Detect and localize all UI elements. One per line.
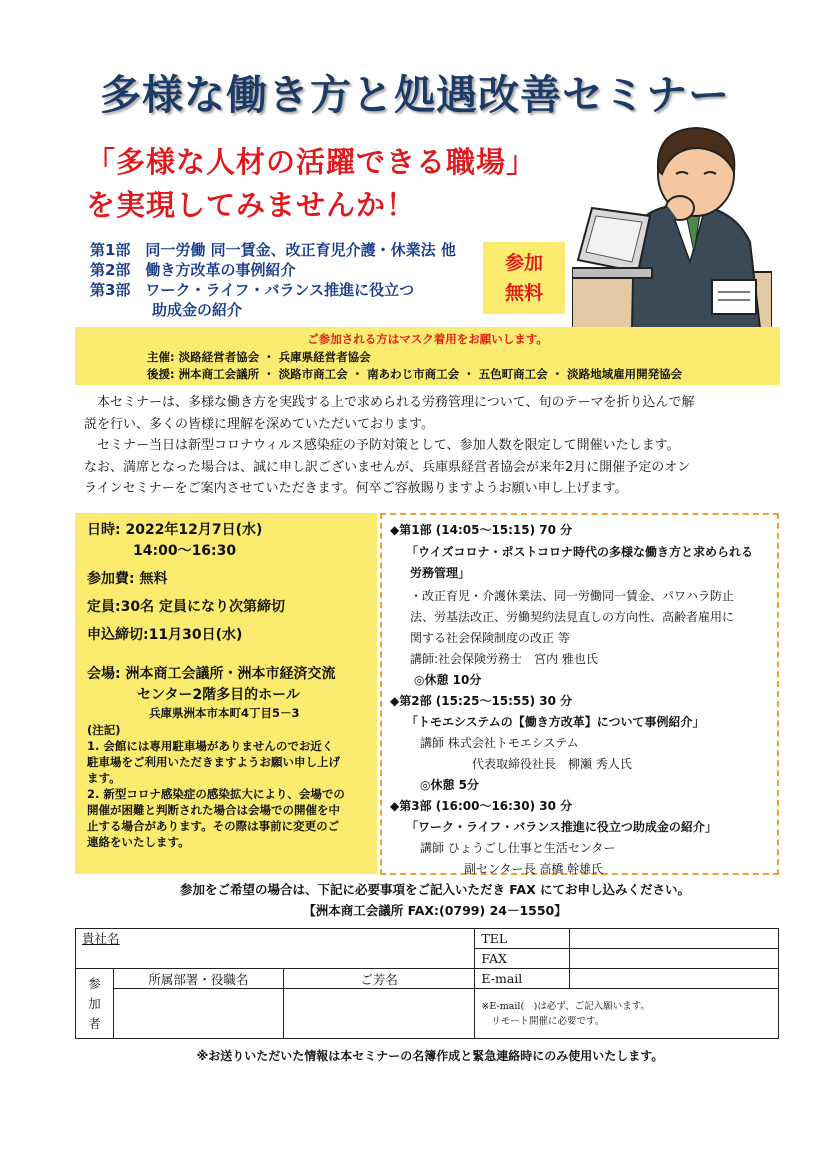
- part3-lecturer: 講師 ひょうごし仕事と生活センター: [420, 841, 616, 855]
- free-badge-line2: 無料: [504, 282, 543, 304]
- free-badge-line1: 参加: [504, 252, 543, 274]
- part-2: 第2部 働き方改革の事例紹介: [90, 261, 296, 279]
- fax-field[interactable]: [570, 949, 779, 969]
- name-field[interactable]: [283, 989, 475, 1039]
- apply-instruction: 参加をご希望の場合は、下記に必要事項をご記入いただき FAX にてお申し込みください。: [179, 882, 691, 897]
- note-line: 1. 会館には専用駐車場がありませんのでお近く: [87, 739, 334, 753]
- program-parts: [90, 240, 456, 320]
- part1-lecturer: 講師:社会保険労務士 宮内 雅也氏: [410, 652, 598, 666]
- note-line: 2. 新型コロナ感染症の感染拡大により、会場での: [87, 787, 345, 801]
- participant-char: 者: [88, 1015, 101, 1031]
- event-venue-cont: センター2階多目的ホール: [137, 687, 300, 703]
- event-info-box: [75, 513, 377, 874]
- free-badge: [483, 242, 565, 314]
- application-form: [75, 928, 779, 1039]
- note-line: 止する場合があります。その際は事前に変更のご: [87, 819, 340, 833]
- host-orgs: 主催: 淡路経営者協会 ・ 兵庫県経営者協会: [147, 350, 371, 364]
- break-1: ◎休憩 10分: [414, 673, 482, 687]
- part-3: 第3部 ワーク・ライフ・バランス推進に役立つ: [90, 281, 415, 299]
- note-line: 駐車場をご利用いただきますようお願い申し上げ: [87, 755, 340, 769]
- notes-title: (注記): [87, 723, 121, 737]
- page-title: 多様な働き方と処遇改善セミナー: [100, 71, 730, 119]
- businessman-illustration: [572, 112, 772, 328]
- catch-line-2: を実現してみませんか！: [86, 188, 417, 222]
- participant-label: [76, 969, 114, 1039]
- catch-line-1: 「多様な人材の活躍できる職場」: [86, 145, 537, 179]
- part3-lecturer-cont: 副センター長 高橋 幹雄氏: [464, 862, 604, 876]
- break-2: ◎休憩 5分: [420, 778, 479, 792]
- privacy-note: ※お送りいただいた情報は本セミナーの名簿作成と緊急連絡時にのみ使用いたします。: [196, 1049, 664, 1063]
- intro-line: セミナー当日は新型コロナウィルス感染症の予防対策として、参加人数を限定して開催いたします。: [84, 438, 680, 453]
- tel-label: TEL: [475, 929, 570, 949]
- part1-desc: ・改正育児・介護休業法、同一労働同一賃金、パワハラ防止: [410, 589, 735, 603]
- email-note-line: ※E-mail( )は必ず、ご記入願います。: [481, 1000, 650, 1012]
- intro-line: ラインセミナーをご案内させていただきます。何卒ご容赦賜りますようお願い申し上げます。: [84, 481, 628, 496]
- part1-heading: ◆第1部 (14:05～15:15) 70 分: [390, 523, 573, 537]
- part2-lecturer-cont: 代表取締役社長 柳瀬 秀人氏: [472, 757, 632, 771]
- participant-char: 加: [88, 995, 101, 1011]
- email-field[interactable]: [570, 969, 779, 989]
- part1-title: 「ウイズコロナ・ポストコロナ時代の多様な働き方と求められる: [406, 545, 754, 559]
- event-date: 日時: 2022年12月7日(水): [87, 522, 263, 538]
- note-line: 開催が困難と判断された場合は会場での開催を中: [87, 803, 340, 817]
- part3-title: 「ワーク・ライフ・バランス推進に役立つ助成金の紹介」: [406, 820, 717, 834]
- dept-field[interactable]: [113, 989, 283, 1039]
- part2-heading: ◆第2部 (15:25～15:55) 30 分: [390, 694, 573, 708]
- tel-field[interactable]: [570, 929, 779, 949]
- part1-desc: 法、労基法改正、労働契約法見直しの方向性、高齢者雇用に: [410, 610, 735, 624]
- note-line: ます。: [87, 771, 121, 785]
- program-box: [380, 513, 779, 875]
- intro-line: 本セミナーは、多様な働き方を実践する上で求められる労務管理について、旬のテーマを折り込んで解: [84, 395, 695, 410]
- part1-title-cont: 労務管理」: [410, 566, 471, 580]
- name-label: ご芳名: [283, 969, 475, 989]
- fax-label: FAX: [475, 949, 570, 969]
- participant-char: 参: [88, 975, 101, 991]
- email-note: [475, 989, 779, 1039]
- intro-line: なお、満席となった場合は、誠に申し訳ございませんが、兵庫県経営者協会が来年2月に開催予定のオン: [84, 459, 691, 475]
- support-orgs: 後援: 洲本商工会議所 ・ 淡路市商工会 ・ 南あわじ市商工会 ・ 五色町商工会 ・ 淡路地域雇用開発協会: [147, 367, 683, 381]
- mask-notice: ご参加される方はマスク着用をお願いします。: [307, 332, 548, 346]
- event-deadline: 申込締切:11月30日(水): [87, 627, 243, 643]
- part-3-cont: 助成金の紹介: [152, 301, 243, 319]
- part1-desc: 関する社会保険制度の改正 等: [410, 631, 570, 645]
- event-capacity: 定員:30名 定員になり次第締切: [87, 599, 285, 615]
- part-1: 第1部 同一労働 同一賃金、改正育児介護・休業法 他: [90, 241, 456, 259]
- part2-lecturer: 講師 株式会社トモエシステム: [420, 736, 579, 750]
- part2-title: 「トモエシステムの【働き方改革】について事例紹介」: [406, 715, 705, 729]
- email-label: E-mail: [475, 969, 570, 989]
- event-fee: 参加費: 無料: [87, 571, 168, 587]
- intro-line: 説を行い、多くの皆様に理解を深めていただいております。: [84, 416, 434, 432]
- note-line: 連絡をいたします。: [87, 835, 190, 849]
- email-note-line: リモート開催に必要です。: [491, 1015, 605, 1027]
- event-time: 14:00～16:30: [133, 543, 237, 559]
- dept-label: 所属部署・役職名: [113, 969, 283, 989]
- part3-heading: ◆第3部 (16:00～16:30) 30 分: [390, 799, 573, 813]
- company-label: 貴社名: [82, 931, 120, 946]
- intro-text: [84, 392, 764, 500]
- sponsor-band: [75, 327, 780, 385]
- apply-fax: 【洲本商工会議所 FAX:(0799) 24－1550】: [303, 903, 567, 918]
- event-venue: 会場: 洲本商工会議所・洲本市経済交流: [87, 666, 336, 682]
- event-address: 兵庫県洲本市本町4丁目5－3: [149, 706, 300, 720]
